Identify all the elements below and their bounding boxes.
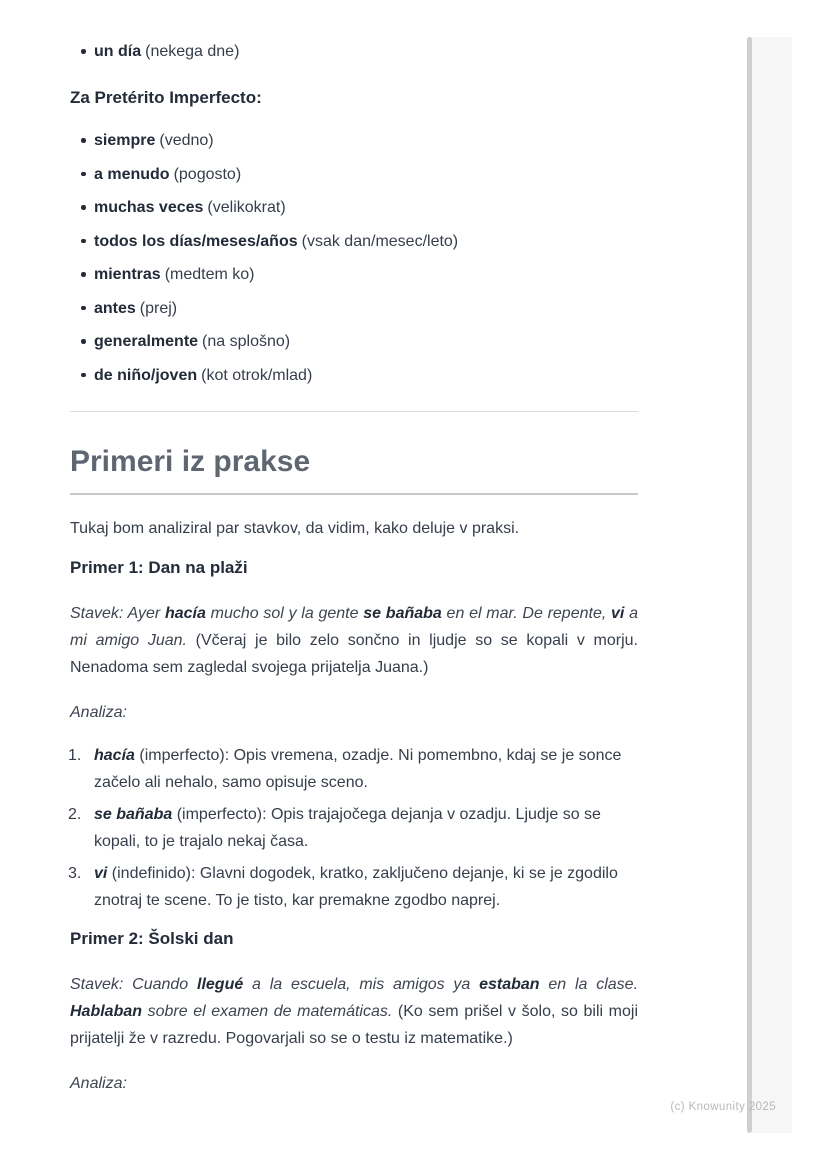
spanish-term: todos los días/meses/años xyxy=(94,232,298,250)
watermark: (c) Knowunity 2025 xyxy=(670,1101,776,1113)
spanish-term: de niño/joven xyxy=(94,366,198,384)
section-intro-paragraph: Tukaj bom analiziral par stavkov, da vidim, kako deluje v praksi. xyxy=(70,519,520,537)
next-page-edge xyxy=(752,37,792,1133)
slovenian-translation: (vedno) xyxy=(159,132,214,149)
sentence-fragment: Stavek: Ayer xyxy=(70,604,165,622)
sentence-fragment: vi xyxy=(611,604,625,622)
example2-analysis-label: Analiza: xyxy=(70,1074,127,1092)
spanish-term: antes xyxy=(94,299,136,317)
sentence-fragment: se bañaba xyxy=(363,604,442,622)
analyzed-verb: se bañaba xyxy=(94,805,173,823)
list-item xyxy=(70,365,638,386)
list-item xyxy=(70,164,638,185)
sentence-fragment: mucho sol y la gente xyxy=(205,604,364,622)
list-item xyxy=(70,41,638,62)
analysis-text: (imperfecto): Opis trajajočega dejanja v ozadju. Ljudje so se kopali, to je trajalo nekaj časa. xyxy=(94,805,601,850)
imperfecto-heading: Za Pretérito Imperfecto: xyxy=(70,88,262,107)
sentence-fragment: en la clase. xyxy=(539,975,639,993)
sentence-fragment: (Včeraj je bilo zelo sončno in ljudje so se kopali v morju. Nenadoma sem zagledal svojega prijatelja Juana.) xyxy=(70,631,638,676)
slovenian-translation: (kot otrok/mlad) xyxy=(201,366,313,384)
imperfecto-bullet-list xyxy=(70,130,638,386)
analysis-item xyxy=(70,801,638,855)
analysis-item xyxy=(70,860,638,914)
spanish-term: siempre xyxy=(94,132,156,149)
horizontal-divider xyxy=(70,411,638,412)
sentence-fragment: en el mar. De repente, xyxy=(441,604,612,622)
slovenian-translation: (prej) xyxy=(139,299,178,317)
slovenian-translation: (na splošno) xyxy=(202,333,291,350)
spanish-term: mientras xyxy=(94,266,161,283)
slovenian-translation: (medtem ko) xyxy=(164,266,255,283)
list-item xyxy=(70,197,638,218)
example2-sentence xyxy=(70,971,638,1052)
slovenian-translation: (vsak dan/mesec/leto) xyxy=(301,232,459,250)
spanish-term: un día xyxy=(94,43,142,60)
slovenian-translation: (pogosto) xyxy=(173,165,242,183)
example1-sentence xyxy=(70,600,638,681)
analysis-item xyxy=(70,742,638,796)
sentence-fragment: Stavek: Cuando xyxy=(70,975,197,993)
intro-bullet-list xyxy=(70,41,638,62)
sentence-fragment: sobre el examen de matemáticas. xyxy=(142,1002,393,1020)
example2-heading: Primer 2: Šolski dan xyxy=(70,928,234,948)
example1-heading: Primer 1: Dan na plaži xyxy=(70,557,248,577)
sentence-fragment: a mi amigo Juan. xyxy=(70,604,638,649)
sentence-fragment: llegué xyxy=(197,975,244,993)
example1-analysis-list xyxy=(70,742,638,914)
list-item xyxy=(70,331,638,352)
list-item xyxy=(70,264,638,285)
slovenian-translation: (nekega dne) xyxy=(145,43,240,60)
section-title: Primeri iz prakse xyxy=(70,443,638,495)
analyzed-verb: hacía xyxy=(94,746,135,764)
sentence-fragment: Hablaban xyxy=(70,1002,143,1020)
spanish-term: muchas veces xyxy=(94,199,204,216)
sentence-fragment: estaban xyxy=(479,975,540,993)
analyzed-verb: vi xyxy=(94,864,108,882)
analysis-text: (indefinido): Glavni dogodek, kratko, zaključeno dejanje, ki se je zgodilo znotraj te scene. To je tisto, kar premakne zgodbo naprej. xyxy=(94,864,618,909)
scrollbar-thumb[interactable] xyxy=(747,37,752,1133)
sentence-fragment: a la escuela, mis amigos ya xyxy=(243,975,480,993)
example1-analysis-label: Analiza: xyxy=(70,703,127,721)
spanish-term: generalmente xyxy=(94,333,199,350)
slovenian-translation: (velikokrat) xyxy=(207,199,286,216)
sentence-fragment: hacía xyxy=(164,604,206,622)
list-item xyxy=(70,231,638,252)
list-item xyxy=(70,298,638,319)
analysis-text: (imperfecto): Opis vremena, ozadje. Ni pomembno, kdaj se je sonce začelo ali nehalo, samo opisuje sceno. xyxy=(94,746,622,791)
sentence-fragment: (Ko sem prišel v šolo, so bili moji prijatelji že v razredu. Pogovarjali so se o testu iz matematike.) xyxy=(70,1002,639,1047)
list-item xyxy=(70,130,638,151)
spanish-term: a menudo xyxy=(94,165,170,183)
